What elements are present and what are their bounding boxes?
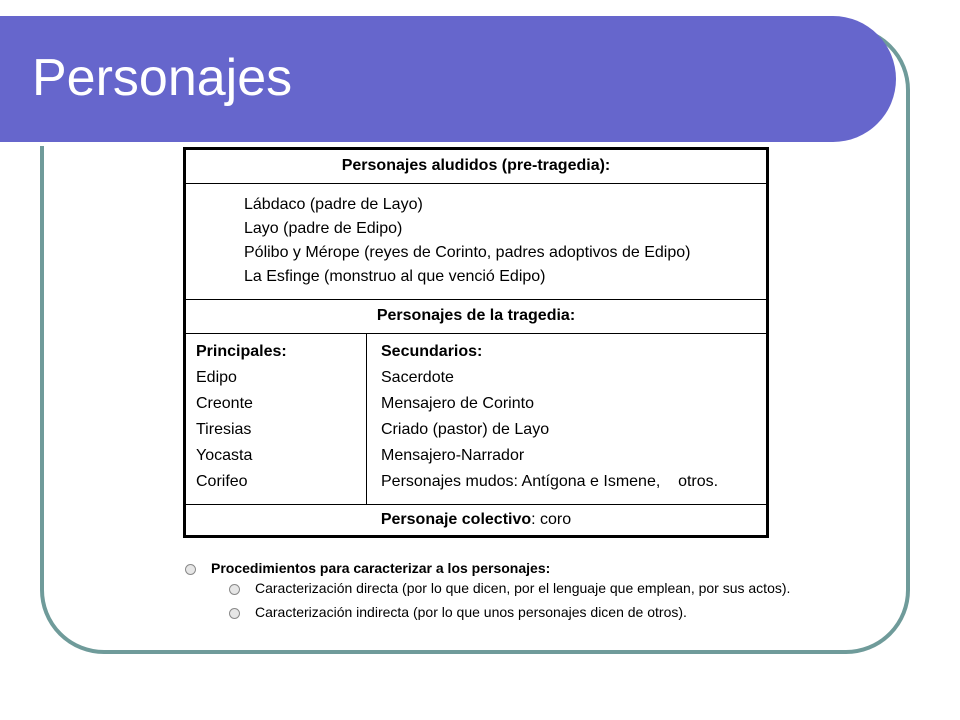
- secondary-item: Personajes mudos: Antígona e Ismene, otros.: [381, 473, 719, 490]
- secondary-item: Sacerdote: [381, 369, 454, 386]
- principal-item: Corifeo: [196, 473, 248, 490]
- title-underline: [0, 142, 848, 146]
- secondary-item: Mensajero de Corinto: [381, 395, 534, 412]
- aluded-item: Pólibo y Mérope (reyes de Corinto, padres adoptivos de Edipo): [244, 244, 691, 261]
- tragedy-header: Personajes de la tragedia:: [186, 300, 766, 334]
- secondary-column: [367, 334, 766, 504]
- aluded-list: [186, 184, 766, 300]
- principal-title: Principales:: [196, 343, 287, 360]
- aluded-item: Layo (padre de Edipo): [244, 220, 403, 237]
- secondary-item: Criado (pastor) de Layo: [381, 421, 550, 438]
- collective-label: Personaje colectivo: [380, 511, 532, 528]
- characters-table: [183, 147, 769, 538]
- secondary-item: Mensajero-Narrador: [381, 447, 525, 464]
- principal-column: [186, 334, 367, 504]
- slide-title: Personajes: [32, 49, 293, 107]
- principal-item: Tiresias: [196, 421, 252, 438]
- bullet-main-text: Procedimientos para caracterizar a los personajes:: [211, 560, 551, 576]
- bullet-sub-text: Caracterización directa (por lo que dicen, por el lenguaje que emplean, por sus actos).: [255, 580, 791, 596]
- collective-value: : coro: [531, 511, 572, 528]
- secondary-title: Secundarios:: [381, 343, 483, 360]
- aluded-header: Personajes aludidos (pre-tragedia):: [186, 150, 766, 184]
- bullet-sub: [183, 580, 863, 596]
- collective-row: [186, 505, 766, 535]
- bullet-icon: [185, 564, 196, 575]
- bullet-list: [183, 560, 863, 628]
- bullet-sub: [183, 604, 863, 620]
- bullet-sub-text: Caracterización indirecta (por lo que unos personajes dicen de otros).: [255, 604, 687, 620]
- principal-item: Edipo: [196, 369, 237, 386]
- aluded-item: Lábdaco (padre de Layo): [244, 196, 423, 213]
- bullet-main: [183, 560, 863, 576]
- tragedy-characters: [186, 334, 766, 505]
- principal-item: Creonte: [196, 395, 253, 412]
- principal-item: Yocasta: [196, 447, 253, 464]
- bullet-icon: [229, 608, 240, 619]
- bullet-icon: [229, 584, 240, 595]
- title-bar: [0, 16, 896, 142]
- aluded-item: La Esfinge (monstruo al que venció Edipo): [244, 268, 546, 285]
